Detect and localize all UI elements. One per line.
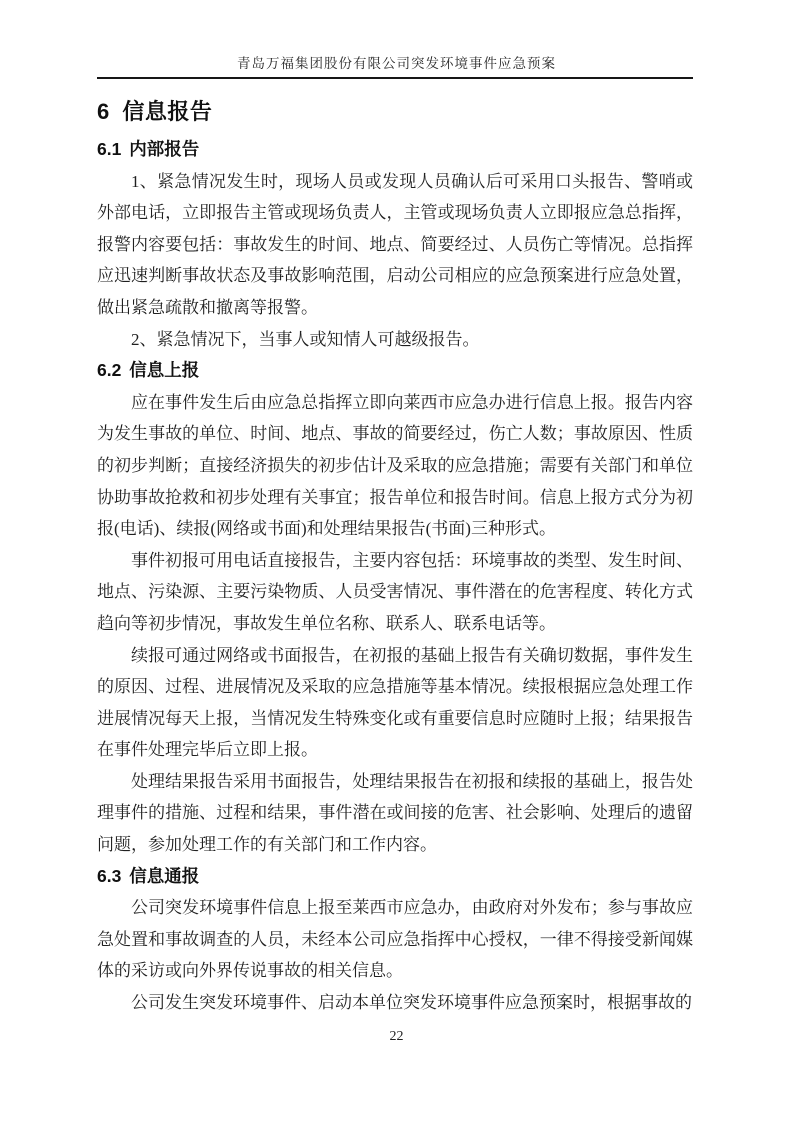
body-paragraph: 事件初报可用电话直接报告，主要内容包括：环境事故的类型、发生时间、地点、污染源、主要污染物质、人员受害情况、事件潜在的危害程度、转化方式趋向等初步情况，事故发生单位名称、联系人、联系电话等。 bbox=[97, 550, 693, 633]
body-paragraph: 公司突发环境事件信息上报至莱西市应急办，由政府对外发布；参与事故应急处置和事故调查的人员，未经本公司应急指挥中心授权，一律不得接受新闻媒体的采访或向外界传说事故的相关信息。 bbox=[97, 898, 693, 981]
page-number: 22 bbox=[389, 1029, 404, 1044]
section-heading-6-3: 6.3 信息通报 bbox=[97, 865, 200, 886]
chapter-heading: 6 信息报告 bbox=[97, 99, 213, 124]
body-paragraph: 1、紧急情况发生时，现场人员或发现人员确认后可采用口头报告、警哨或外部电话，立即报告主管或现场负责人，主管或现场负责人立即报应急总指挥，报警内容要包括：事故发生的时间、地点、简要经过、人员伤亡等情况。总指挥应迅速判断事故状态及事故影响范围，启动公司相应的应急预案进行应急处置，做出紧急疏散和撤离等报警。 bbox=[97, 171, 693, 317]
body-paragraph: 应在事件发生后由应急总指挥立即向莱西市应急办进行信息上报。报告内容为发生事故的单位、时间、地点、事故的简要经过，伤亡人数；事故原因、性质的初步判断；直接经济损失的初步估计及采取的应急措施；需要有关部门和单位协助事故抢救和初步处理有关事宜；报告单位和报告时间。信息上报方式分为初报(电话)、续报(网络或书面)和处理结果报告(书面)三种形式。 bbox=[97, 392, 693, 539]
body-paragraph: 公司发生突发环境事件、启动本单位突发环境事件应急预案时，根据事故的 bbox=[131, 993, 692, 1013]
header-rule bbox=[97, 77, 693, 79]
page-header-title: 青岛万福集团股份有限公司突发环境事件应急预案 bbox=[237, 56, 556, 71]
body-paragraph: 续报可通过网络或书面报告，在初报的基础上报告有关确切数据，事件发生的原因、过程、进展情况及采取的应急措施等基本情况。续报根据应急处理工作进展情况每天上报，当情况发生特殊变化或有重要信息时应随时上报；结果报告在事件处理完毕后立即上报。 bbox=[97, 645, 693, 760]
body-paragraph: 处理结果报告采用书面报告，处理结果报告在初报和续报的基础上，报告处理事件的措施、过程和结果，事件潜在或间接的危害、社会影响、处理后的遗留问题，参加处理工作的有关部门和工作内容。 bbox=[97, 771, 693, 855]
document-body bbox=[97, 98, 693, 1019]
body-paragraph: 2、紧急情况下，当事人或知情人可越级报告。 bbox=[131, 329, 480, 349]
section-heading-6-2: 6.2 信息上报 bbox=[97, 360, 200, 381]
section-heading-6-1: 6.1 内部报告 bbox=[97, 139, 200, 159]
